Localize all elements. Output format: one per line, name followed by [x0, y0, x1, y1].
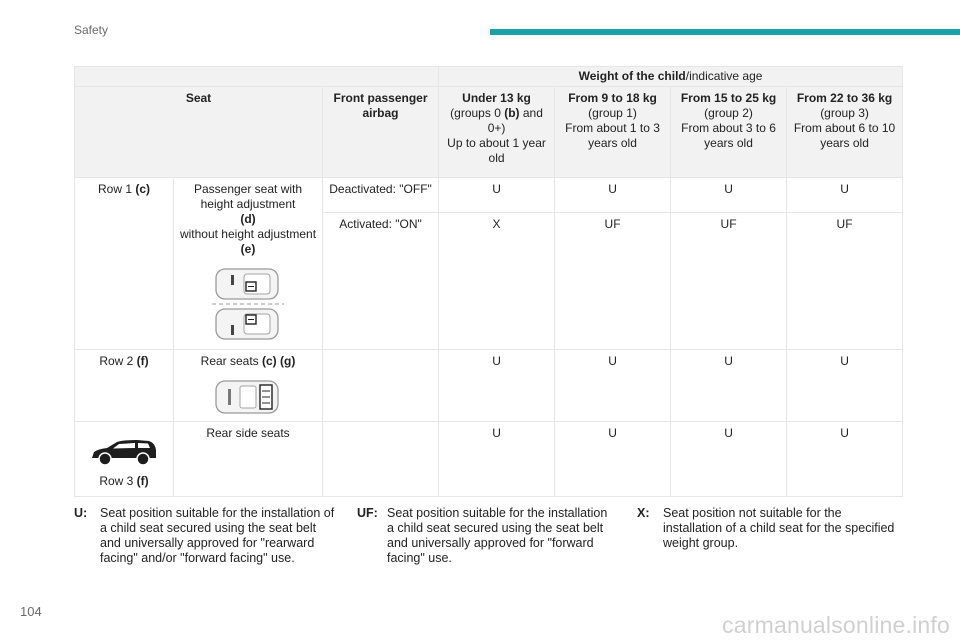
- row-ref: (c): [135, 182, 151, 196]
- col-header-seat: Seat: [75, 87, 323, 178]
- row-ref: (f): [136, 474, 149, 488]
- row2-label-cell: [75, 350, 174, 422]
- weight-header-bold: Weight of the child: [578, 69, 686, 83]
- legend-key: UF:: [357, 506, 378, 520]
- value-cell: U: [671, 178, 787, 213]
- value-cell: U: [555, 350, 671, 422]
- airbag-off-cell: Deactivated: "OFF": [323, 178, 439, 213]
- col-header-weight-1: [555, 87, 671, 178]
- seat-desc: Passenger seat with height adjustment: [193, 182, 303, 211]
- weight-age: From about 6 to 10 years old: [793, 121, 896, 150]
- table-row: [75, 422, 903, 497]
- empty-cell: [323, 350, 439, 422]
- weight-group-text: (group 1): [588, 106, 637, 120]
- value-cell: U: [555, 178, 671, 213]
- weight-group-header: [439, 67, 903, 87]
- weight-label: From 9 to 18 kg: [568, 91, 657, 105]
- weight-header-rest: /indicative age: [685, 69, 763, 83]
- watermark: carmanualsonline.info: [722, 612, 950, 638]
- value-cell: U: [671, 422, 787, 497]
- row1-label-cell: [75, 178, 174, 350]
- row2-desc-cell: [174, 350, 323, 422]
- car-rear-seat-diagram: [210, 377, 286, 417]
- row-label: Row 3: [99, 474, 137, 488]
- weight-age: From about 1 to 3 years old: [565, 121, 660, 150]
- value-cell: U: [787, 350, 903, 422]
- row3-desc-cell: Rear side seats: [174, 422, 323, 497]
- table-row: [75, 178, 903, 213]
- child-seat-table: [74, 66, 903, 497]
- header-accent-bar: [490, 29, 960, 35]
- weight-group-text: and 0+): [487, 106, 543, 135]
- value-cell: U: [787, 178, 903, 213]
- table-row: [75, 67, 903, 87]
- weight-age: Up to about 1 year old: [447, 136, 546, 165]
- seat-desc: Rear seats: [200, 354, 263, 368]
- table-row: [75, 350, 903, 422]
- legend-text: Seat position suitable for the installation a child seat secured using the seat belt and universally approved for "forward facing" use.: [387, 506, 608, 565]
- legend-text: Seat position suitable for the installation of a child seat secured using the seat belt and universally approved for "rearward facing" and/or "forward facing" use.: [100, 506, 335, 565]
- weight-label: From 22 to 36 kg: [796, 91, 893, 105]
- seat-desc-ref: (e): [240, 242, 256, 256]
- value-cell: U: [555, 422, 671, 497]
- weight-group-ref: (b): [504, 106, 520, 120]
- weight-group-text: (group 3): [820, 106, 869, 120]
- car-silhouette-icon: [89, 436, 159, 468]
- page-number: 104: [20, 604, 42, 619]
- section-title: Safety: [74, 23, 109, 37]
- row1-desc-cell: [174, 178, 323, 350]
- legend-text: Seat position not suitable for the installation of a child seat for the specified weight group.: [663, 506, 895, 550]
- value-cell: UF: [787, 213, 903, 350]
- value-cell: X: [439, 213, 555, 350]
- seat-desc: without height adjustment: [179, 227, 317, 241]
- row-label: Row 2: [99, 354, 137, 368]
- row3-label-cell: [75, 422, 174, 497]
- row-label: Row 1: [97, 182, 136, 196]
- seat-desc-ref: (d): [240, 212, 256, 226]
- value-cell: U: [439, 178, 555, 213]
- seat-desc-ref: (c) (g): [262, 354, 296, 368]
- legend-key: X:: [637, 506, 650, 520]
- value-cell: U: [439, 350, 555, 422]
- col-header-airbag: Front passenger airbag: [323, 87, 439, 178]
- col-header-weight-0: [439, 87, 555, 178]
- weight-group-text: (groups 0: [450, 106, 505, 120]
- value-cell: U: [671, 350, 787, 422]
- empty-cell: [75, 67, 439, 87]
- value-cell: UF: [555, 213, 671, 350]
- table-row: [75, 87, 903, 178]
- value-cell: U: [787, 422, 903, 497]
- airbag-on-cell: Activated: "ON": [323, 213, 439, 350]
- car-front-seat-diagram: [210, 265, 286, 345]
- legend-key: U:: [74, 506, 88, 520]
- col-header-weight-2: [671, 87, 787, 178]
- value-cell: UF: [671, 213, 787, 350]
- weight-label: Under 13 kg: [462, 91, 531, 105]
- empty-cell: [323, 422, 439, 497]
- value-cell: U: [439, 422, 555, 497]
- weight-group-text: (group 2): [704, 106, 753, 120]
- col-header-weight-3: [787, 87, 903, 178]
- weight-label: From 15 to 25 kg: [680, 91, 777, 105]
- row-ref: (f): [136, 354, 149, 368]
- weight-age: From about 3 to 6 years old: [681, 121, 776, 150]
